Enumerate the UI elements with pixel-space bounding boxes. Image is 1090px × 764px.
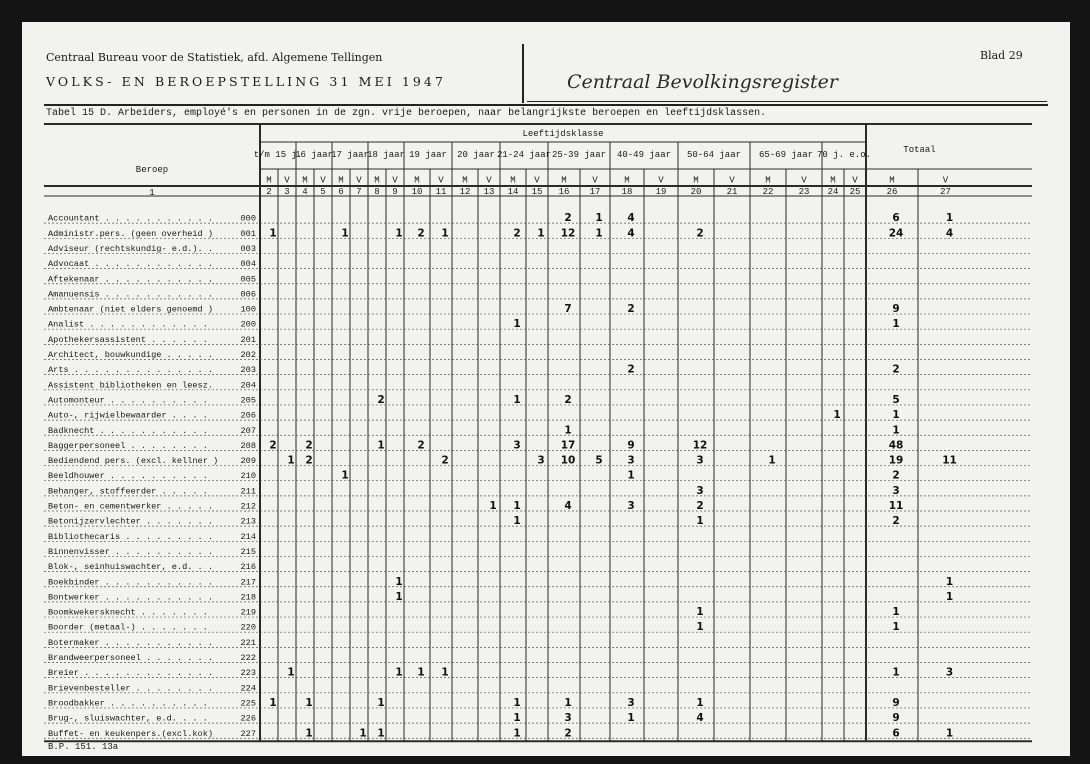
occupation-label: Bediendend pers. (excl. kellner ): [48, 456, 219, 467]
occupation-code: 218: [240, 592, 256, 603]
occupation-code: 202: [240, 350, 256, 360]
occupation-label: Ambtenaar (niet elders genoemd ): [48, 304, 214, 315]
cell-value: 1: [489, 500, 497, 512]
occupation-label: Brievenbesteller . . . . . . . .: [48, 683, 214, 694]
cell-value: 1: [892, 606, 900, 619]
age-group-label: t/m 15 j.: [253, 150, 303, 160]
column-number: 22: [762, 187, 774, 197]
sex-label: M: [374, 175, 380, 186]
form-code: B.P. 151. 13a: [48, 742, 119, 752]
age-group-label: 20 jaar: [457, 150, 495, 160]
occupation-label: Assistent bibliotheken en leesz.: [48, 380, 214, 391]
cell-value: 1: [395, 227, 403, 240]
occupation-label: Analist . . . . . . . . . . . .: [48, 319, 208, 330]
cell-value: 1: [537, 227, 545, 240]
cell-value: 1: [564, 424, 572, 437]
page-number: Blad 29: [980, 49, 1023, 62]
sex-label: M: [338, 175, 344, 186]
cell-value: 1: [305, 727, 313, 740]
sex-label: V: [356, 175, 362, 186]
sex-label: M: [693, 175, 699, 186]
cell-value: 1: [513, 318, 521, 331]
occupation-label: Botermaker . . . . . . . . . . .: [48, 637, 214, 648]
occupation-code: 214: [240, 531, 256, 542]
column-number: 16: [558, 187, 570, 197]
cell-value: 2: [564, 727, 572, 740]
sex-label: V: [592, 175, 598, 186]
cell-value: 3: [696, 454, 704, 467]
cell-value: 2: [564, 393, 572, 406]
cell-value: 1: [513, 712, 521, 725]
age-group-label: 50-64 jaar: [686, 150, 742, 160]
register-stamp: Centraal Bevolkingsregister: [567, 71, 838, 93]
register-underline: [527, 101, 1047, 102]
cell-value: 9: [892, 712, 900, 725]
occupation-code: 000: [240, 213, 256, 224]
cell-value: 1: [945, 212, 954, 225]
column-number: 2: [266, 187, 272, 197]
age-group-label: Totaal: [903, 145, 936, 155]
cell-value: 17: [560, 439, 576, 452]
occupation-label: Betonijzervlechter . . . . . . .: [48, 516, 214, 527]
cell-value: 1: [595, 212, 603, 225]
cell-value: 1: [287, 454, 295, 467]
cell-value: 9: [892, 303, 900, 316]
occupation-label: Boekbinder . . . . . . . . . . .: [48, 577, 214, 588]
occupation-label: Blok-, seinhuiswachter, e.d. . .: [48, 562, 214, 573]
cell-value: 1: [513, 500, 521, 512]
cell-value: 6: [892, 727, 900, 740]
cell-value: 12: [560, 227, 576, 240]
occupation-code: 223: [240, 668, 256, 679]
occupation-label: Aftekenaar . . . . . . . . . . .: [48, 274, 214, 285]
cell-value: 4: [627, 212, 635, 225]
cell-value: 19: [888, 454, 904, 467]
occupation-label: Auto-, rijwielbewaarder . . . .: [48, 410, 208, 421]
cell-value: 6: [892, 212, 900, 225]
cell-value: 1: [269, 696, 277, 709]
occupation-code: 221: [240, 637, 256, 648]
occupation-code: 208: [240, 440, 256, 451]
age-group-label: 19 jaar: [409, 150, 447, 160]
occupation-code: 224: [240, 683, 256, 694]
cell-value: 1: [395, 575, 403, 588]
occupation-label: Brug-, sluiswachter, e.d. . . .: [48, 713, 208, 724]
occupation-label: Boorder (metaal-) . . . . . . .: [48, 622, 208, 633]
cell-value: 11: [942, 454, 957, 467]
column-number: 14: [507, 187, 519, 197]
census-table: [44, 124, 1032, 740]
cell-value: 1: [305, 696, 313, 709]
cell-value: 1: [945, 727, 954, 740]
sex-label: M: [765, 175, 771, 186]
cell-value: 1: [513, 515, 521, 528]
age-group-label: 40-49 jaar: [616, 150, 672, 160]
occupation-code: 204: [240, 380, 256, 391]
column-number: 24: [827, 187, 839, 197]
cell-value: 1: [441, 666, 449, 679]
cell-value: 1: [513, 696, 521, 709]
column-number: 19: [655, 187, 667, 197]
occupation-code: 006: [240, 289, 256, 300]
occupation-label: Beeldhouwer . . . . . . . . . .: [48, 471, 208, 482]
column-number: 21: [726, 187, 738, 197]
sex-label: M: [414, 175, 420, 186]
cell-value: 48: [888, 439, 904, 452]
occupation-code: 003: [240, 243, 256, 254]
age-group-label: 70 j. e.o.: [816, 150, 872, 160]
cell-value: 3: [892, 484, 900, 497]
occupation-label: Badknecht . . . . . . . . . . .: [48, 425, 208, 436]
occupation-label: Binnenvisser . . . . . . . . . .: [48, 546, 214, 557]
cell-value: 1: [768, 454, 776, 467]
column-number: 27: [940, 187, 951, 197]
occupation-code: 005: [240, 274, 256, 285]
cell-value: 3: [627, 500, 635, 512]
cell-value: 2: [892, 363, 900, 376]
occupation-label: Architect, bouwkundige . . . . .: [48, 350, 214, 360]
sex-label: V: [392, 175, 398, 186]
sex-label: M: [561, 175, 567, 186]
occupation-code: 203: [240, 365, 256, 376]
occupation-label: Bontwerker . . . . . . . . . . .: [48, 592, 214, 603]
occupation-code: 001: [240, 228, 256, 239]
cell-value: 2: [441, 454, 449, 467]
column-number: 17: [589, 187, 601, 197]
cell-value: 1: [945, 590, 954, 603]
column-number: 7: [356, 187, 362, 197]
cell-value: 3: [537, 454, 545, 467]
cell-value: 2: [564, 212, 572, 225]
cell-value: 3: [627, 696, 635, 709]
cell-value: 3: [627, 454, 635, 467]
leeftijd-header: Leeftijdsklasse: [522, 129, 604, 139]
occupation-code: 227: [240, 728, 256, 739]
occupation-label: Amanuensis . . . . . . . . . . .: [48, 289, 214, 300]
occupation-code: 215: [240, 546, 256, 557]
cell-value: 1: [595, 227, 603, 240]
occupation-code: 100: [240, 304, 256, 315]
sex-label: V: [284, 175, 290, 186]
column-number: 15: [531, 187, 543, 197]
cell-value: 1: [696, 696, 704, 709]
column-number: 25: [849, 187, 861, 197]
cell-value: 1: [945, 575, 954, 588]
census-sheet: [22, 22, 1070, 756]
cell-value: 9: [627, 439, 635, 452]
occupation-label: Bibliothecaris . . . . . . . . .: [48, 531, 214, 542]
occupation-label: Behanger, stoffeerder . . . . .: [48, 486, 208, 497]
column-number: 9: [392, 187, 398, 197]
sex-label: M: [624, 175, 630, 186]
cell-value: 10: [560, 454, 576, 467]
sex-label: V: [320, 175, 326, 186]
cell-value: 3: [564, 712, 572, 725]
column-number: 10: [411, 187, 423, 197]
cell-value: 1: [892, 621, 900, 634]
cell-value: 1: [287, 666, 295, 679]
cell-value: 2: [417, 439, 425, 452]
cell-value: 4: [945, 227, 954, 240]
cell-value: 11: [888, 500, 904, 512]
sex-label: M: [510, 175, 516, 186]
cell-value: 2: [627, 363, 635, 376]
occupation-label: Baggerpersoneel . . . . . . . .: [48, 440, 208, 451]
sex-label: V: [729, 175, 735, 186]
cell-value: 1: [892, 666, 900, 679]
occupation-label: Breier . . . . . . . . . . . . .: [48, 668, 214, 679]
cell-value: 1: [892, 409, 900, 422]
table-caption: Tabel 15 D. Arbeiders, employé's en personen in de zgn. vrije beroepen, naar belangrijkste beroepen en leeftijdsklassen.: [46, 108, 767, 119]
sex-label: V: [801, 175, 807, 186]
cell-value: 1: [395, 666, 403, 679]
cell-value: 1: [417, 666, 425, 679]
cell-value: 1: [833, 409, 841, 422]
column-number: 8: [374, 187, 380, 197]
cell-value: 1: [377, 696, 385, 709]
cell-value: 1: [892, 318, 900, 331]
age-group-label: 21-24 jaar: [496, 150, 552, 160]
cell-value: 2: [417, 227, 425, 240]
cell-value: 4: [627, 227, 635, 240]
cell-value: 2: [377, 393, 385, 406]
cell-value: 1: [627, 469, 635, 482]
cell-value: 1: [395, 590, 403, 603]
cell-value: 2: [627, 303, 635, 316]
occupation-label: Apothekersassistent . . . . . .: [48, 334, 208, 345]
sex-label: M: [462, 175, 468, 186]
cell-value: 24: [888, 227, 904, 240]
occupation-code: 220: [240, 622, 256, 633]
occupation-code: 004: [240, 259, 256, 270]
cell-value: 3: [696, 484, 704, 497]
cell-value: 1: [564, 696, 572, 709]
cell-value: 1: [441, 227, 449, 240]
cell-value: 2: [696, 227, 704, 240]
sex-label: V: [534, 175, 540, 186]
cell-value: 2: [696, 500, 704, 512]
occupation-code: 222: [240, 653, 256, 663]
cell-value: 1: [513, 727, 521, 740]
cell-value: 3: [513, 439, 521, 452]
occupation-code: 211: [240, 486, 256, 497]
cell-value: 1: [377, 727, 385, 740]
cell-value: 4: [696, 712, 704, 725]
sex-label: M: [302, 175, 308, 186]
occupation-label: Automonteur . . . . . . . . . .: [48, 395, 208, 406]
sex-label: V: [658, 175, 664, 186]
cell-value: 1: [696, 606, 704, 619]
sex-label: V: [942, 175, 949, 186]
column-number: 18: [621, 187, 633, 197]
sex-label: V: [438, 175, 444, 186]
sex-label: V: [486, 175, 492, 186]
cell-value: 1: [627, 712, 635, 725]
cell-value: 2: [513, 227, 521, 240]
cell-value: 9: [892, 696, 900, 709]
occupation-code: 213: [240, 516, 256, 527]
cell-value: 2: [892, 469, 900, 482]
occupation-code: 200: [240, 319, 256, 330]
occupation-code: 217: [240, 577, 256, 588]
sex-label: V: [852, 175, 858, 186]
occupation-code: 219: [240, 607, 256, 618]
cell-value: 1: [696, 621, 704, 634]
occupation-code: 216: [240, 562, 256, 573]
column-number: 20: [690, 187, 702, 197]
caption-top-rule: [44, 104, 1048, 106]
occupation-label: Accountant . . . . . . . . . . .: [48, 213, 214, 224]
column-number: 13: [483, 187, 495, 197]
occupation-label: Administr.pers. (geen overheid ): [48, 228, 214, 239]
sex-label: M: [266, 175, 272, 186]
beroep-header: Beroep: [135, 165, 169, 175]
cell-value: 7: [564, 303, 572, 316]
age-group-label: 17 jaar: [331, 150, 369, 160]
age-group-label: 16 jaar: [295, 150, 333, 160]
sex-label: M: [830, 175, 836, 186]
cell-value: 12: [692, 439, 708, 452]
age-group-label: 65-69 jaar: [758, 150, 814, 160]
column-number: 12: [459, 187, 471, 197]
cell-value: 1: [341, 469, 349, 482]
age-group-label: 18 jaar: [367, 150, 405, 160]
cell-value: 3: [945, 666, 954, 679]
column-number: 26: [886, 187, 898, 197]
occupation-code: 226: [240, 713, 256, 724]
cell-value: 2: [305, 454, 313, 467]
occupation-label: Brandweerpersoneel . . . . . . .: [48, 653, 214, 663]
cell-value: 5: [892, 393, 900, 406]
cell-value: 1: [269, 227, 277, 240]
occupation-label: Boomkwekersknecht . . . . . . .: [48, 607, 208, 618]
occupation-label: Broodbakker . . . . . . . . . .: [48, 698, 208, 709]
cell-value: 2: [305, 439, 313, 452]
column-number: 11: [435, 187, 447, 197]
cell-value: 2: [269, 439, 277, 452]
organization-name: Centraal Bureau voor de Statistiek, afd. Algemene Tellingen: [46, 51, 383, 64]
cell-value: 1: [359, 727, 367, 740]
cell-value: 1: [513, 393, 521, 406]
column-number: 23: [798, 187, 810, 197]
occupation-label: Buffet- en keukenpers.(excl.kok): [48, 728, 214, 739]
occupation-label: Advocaat . . . . . . . . . . . .: [48, 259, 214, 270]
beroep-column-number: 1: [149, 188, 155, 198]
column-number: 4: [302, 187, 308, 197]
occupation-code: 207: [240, 425, 256, 436]
cell-value: 4: [564, 500, 572, 512]
occupation-code: 209: [240, 456, 256, 467]
occupation-code: 205: [240, 395, 256, 406]
census-title: VOLKS- EN BEROEPSTELLING 31 MEI 1947: [46, 74, 447, 89]
sex-label: M: [889, 175, 895, 186]
occupation-label: Arts . . . . . . . . . . . . . .: [48, 365, 214, 376]
cell-value: 5: [595, 454, 603, 467]
cell-value: 1: [341, 227, 349, 240]
column-number: 6: [338, 187, 344, 197]
occupation-code: 225: [240, 698, 256, 709]
occupation-label: Adviseur (rechtskundig- e.d.). .: [48, 243, 214, 254]
occupation-code: 206: [240, 410, 256, 421]
age-group-label: 25-39 jaar: [551, 150, 607, 160]
occupation-label: Beton- en cementwerker . . . . .: [48, 501, 214, 512]
cell-value: 2: [892, 515, 900, 528]
column-number: 5: [320, 187, 326, 197]
cell-value: 1: [696, 515, 704, 528]
header-divider: [522, 44, 524, 103]
cell-value: 1: [377, 439, 385, 452]
occupation-code: 201: [240, 334, 256, 345]
column-number: 3: [284, 187, 290, 197]
occupation-code: 210: [240, 471, 256, 482]
cell-value: 1: [892, 424, 900, 437]
occupation-code: 212: [240, 501, 256, 512]
